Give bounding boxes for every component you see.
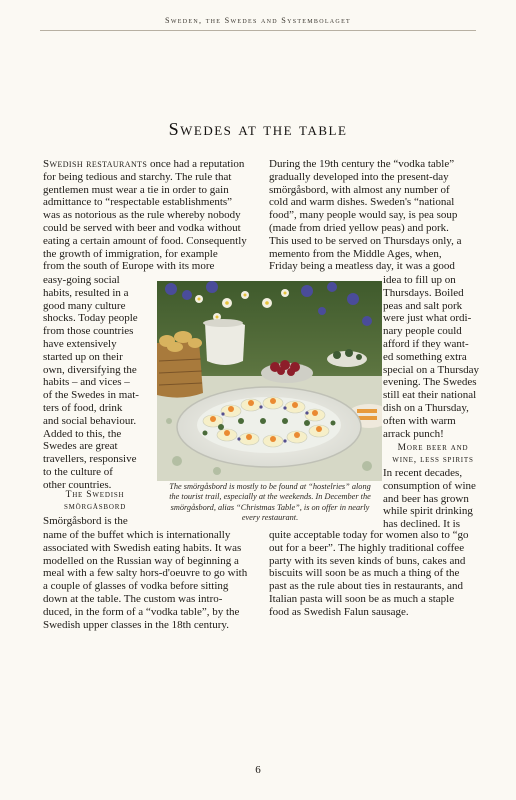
col1-wrap-paragraph bbox=[43, 274, 139, 492]
text-line: In recent decades, bbox=[383, 467, 463, 479]
col1-bottom-paragraph bbox=[43, 529, 247, 631]
text-line: started up on their bbox=[43, 350, 123, 363]
text-line: Swedish upper classes in the 18th century. bbox=[43, 618, 229, 631]
text-line: have extensively bbox=[43, 337, 117, 350]
text-line: Friday being a meatless day, it was a good bbox=[269, 260, 455, 273]
subheading-swedish-smorgasbord: The Swedish smörgåsbord bbox=[63, 490, 127, 512]
text-line: and beer has grown bbox=[383, 492, 469, 505]
text-line: for being tedious and starchy. The rule that bbox=[43, 170, 232, 183]
col1-top-paragraph: Swedish restaurants once had a reputation for being tedious and starchy. The rule that gentlemen must wear a tie in order to gain admittance to “respectable establishments” was as notorious as the rule whereby nobody could be served with beer and vodka without eating a certain amount of food. Consequently the growth of immigration, for example from the south of Europe with its more bbox=[43, 158, 247, 273]
text-line: name of the buffet which is internationally bbox=[43, 529, 231, 541]
col2-bottom-paragraph bbox=[269, 529, 468, 619]
text-line: associated with Swedish eating habits. It was bbox=[43, 541, 242, 554]
text-line: food as Swedish Falun sausage. bbox=[269, 605, 409, 618]
text-line: could be served with beer and vodka without bbox=[43, 221, 241, 234]
text-line: meal with a few salty hors-d'oeuvre to go with bbox=[43, 567, 248, 580]
photo-caption bbox=[152, 482, 388, 523]
text-line: During the 19th century the “vodka table” bbox=[269, 158, 455, 170]
text-line: arrack punch! bbox=[383, 427, 444, 440]
text-line: were just what ordi- bbox=[383, 312, 472, 325]
text-line: often with warm bbox=[383, 414, 456, 427]
text-line: modelled on the Russian way of beginning a bbox=[43, 554, 239, 567]
text-line: nary people could bbox=[383, 325, 462, 338]
text-line: habits, resulted in a bbox=[43, 286, 129, 299]
text-line: eating a certain amount of food. Consequently bbox=[43, 234, 247, 247]
col2-wrap-paragraph bbox=[383, 274, 479, 440]
text-line: (made from dried yellow peas) and pork. bbox=[269, 221, 449, 234]
text-line: travellers, responsive bbox=[43, 453, 137, 466]
caption-line: every restaurant. bbox=[241, 512, 299, 522]
text-line: and social behaviour. bbox=[43, 414, 137, 427]
text-line: down at the table. The custom was intro- bbox=[43, 592, 223, 605]
text-line: past as the rule about ties in restaurants, and bbox=[269, 580, 463, 593]
text-line: has declined. It is bbox=[383, 518, 460, 531]
text-line: quite acceptable today for women also to “go bbox=[269, 529, 469, 541]
subheading-more-beer-and-wine: More beer and wine, less spirits bbox=[392, 443, 474, 465]
text-line: smörgåsbord, with almost any number of bbox=[269, 183, 450, 196]
text-line: ed something extra bbox=[383, 350, 467, 363]
text-line: shocks. Today people bbox=[43, 312, 138, 325]
text-line: biscuits will soon be as much a thing of the bbox=[269, 567, 460, 580]
text-line: still eat their national bbox=[383, 389, 477, 402]
text-line: Swedes are great bbox=[43, 440, 118, 453]
page-number: 6 bbox=[255, 764, 261, 776]
caption-line: smörgåsbord, alias “Christmas Table”, is on offer in nearly bbox=[170, 502, 370, 512]
text-line: afford if they want- bbox=[383, 337, 469, 350]
lead-word: Swedish restaurants bbox=[43, 158, 148, 170]
text-line: dish on a Thursday, bbox=[383, 401, 469, 414]
smorgasbord-photo bbox=[157, 281, 382, 481]
text-line: from the south of Europe with its more bbox=[43, 260, 215, 273]
text-line: gentlemen must wear a tie in order to gain bbox=[43, 183, 229, 196]
text-line: cold and warm dishes. Sweden's “national bbox=[269, 196, 455, 209]
text-line: out for a beer”. The highly traditional coffee bbox=[269, 541, 465, 554]
text-line: other countries. bbox=[43, 478, 112, 491]
text-line: was as notorious as the rule whereby nobody bbox=[43, 209, 241, 222]
text-line: of the Swedes in mat- bbox=[43, 389, 139, 402]
text-line: idea to fill up on bbox=[383, 274, 456, 286]
text-line: a couple of glasses of vodka before sitting bbox=[43, 580, 229, 593]
text-line: special on a Thursday bbox=[383, 363, 480, 376]
text-line: the growth of immigration, for example bbox=[43, 247, 218, 260]
running-header: Sweden, the Swedes and Systembolaget bbox=[164, 16, 351, 25]
text-line: food”, many people would say, is pea soup bbox=[269, 209, 458, 222]
text-line: duced, in the form of a “vodka table”, by the bbox=[43, 605, 240, 618]
header-rule bbox=[40, 30, 476, 31]
text-line: gradually developed into the present-day bbox=[269, 170, 449, 183]
caption-line: The smörgåsbord is mostly to be found at “hostelries” along bbox=[169, 482, 371, 491]
text-line: Italian pasta will soon be as much a staple bbox=[269, 592, 455, 605]
text-line: while spirit drinking bbox=[383, 505, 473, 518]
text-line: good many culture bbox=[43, 299, 126, 312]
text-line: easy-going social bbox=[43, 274, 120, 286]
text-line: Added to this, the bbox=[43, 427, 122, 440]
col2-sub-paragraph bbox=[383, 467, 476, 531]
col1-sub-first-line: Smörgåsbord is the bbox=[43, 515, 128, 527]
text-line: peas and salt pork bbox=[383, 299, 463, 312]
text-line: This used to be served on Thursdays only, a bbox=[269, 234, 462, 247]
text-line: party with its seven kinds of buns, cakes and bbox=[269, 554, 466, 567]
text-line: own, diversifying the bbox=[43, 363, 137, 376]
text-line: to the culture of bbox=[43, 465, 113, 478]
col2-top-paragraph bbox=[269, 158, 461, 273]
text-line: Thursdays. Boiled bbox=[383, 286, 464, 299]
text-line: ters of food, drink bbox=[43, 401, 123, 414]
text-line: memento from the Middle Ages, when, bbox=[269, 247, 442, 260]
text-line: from those countries bbox=[43, 325, 134, 338]
text-line: consumption of wine bbox=[383, 479, 476, 492]
article-title: Swedes at the table bbox=[168, 119, 348, 139]
text-line: admittance to “respectable establishments” bbox=[43, 196, 233, 209]
text-line: evening. The Swedes bbox=[383, 376, 477, 389]
caption-line: the tourist trail, especially at the weekends. In December the bbox=[169, 492, 371, 502]
text-line: habits – and vices – bbox=[43, 376, 130, 389]
